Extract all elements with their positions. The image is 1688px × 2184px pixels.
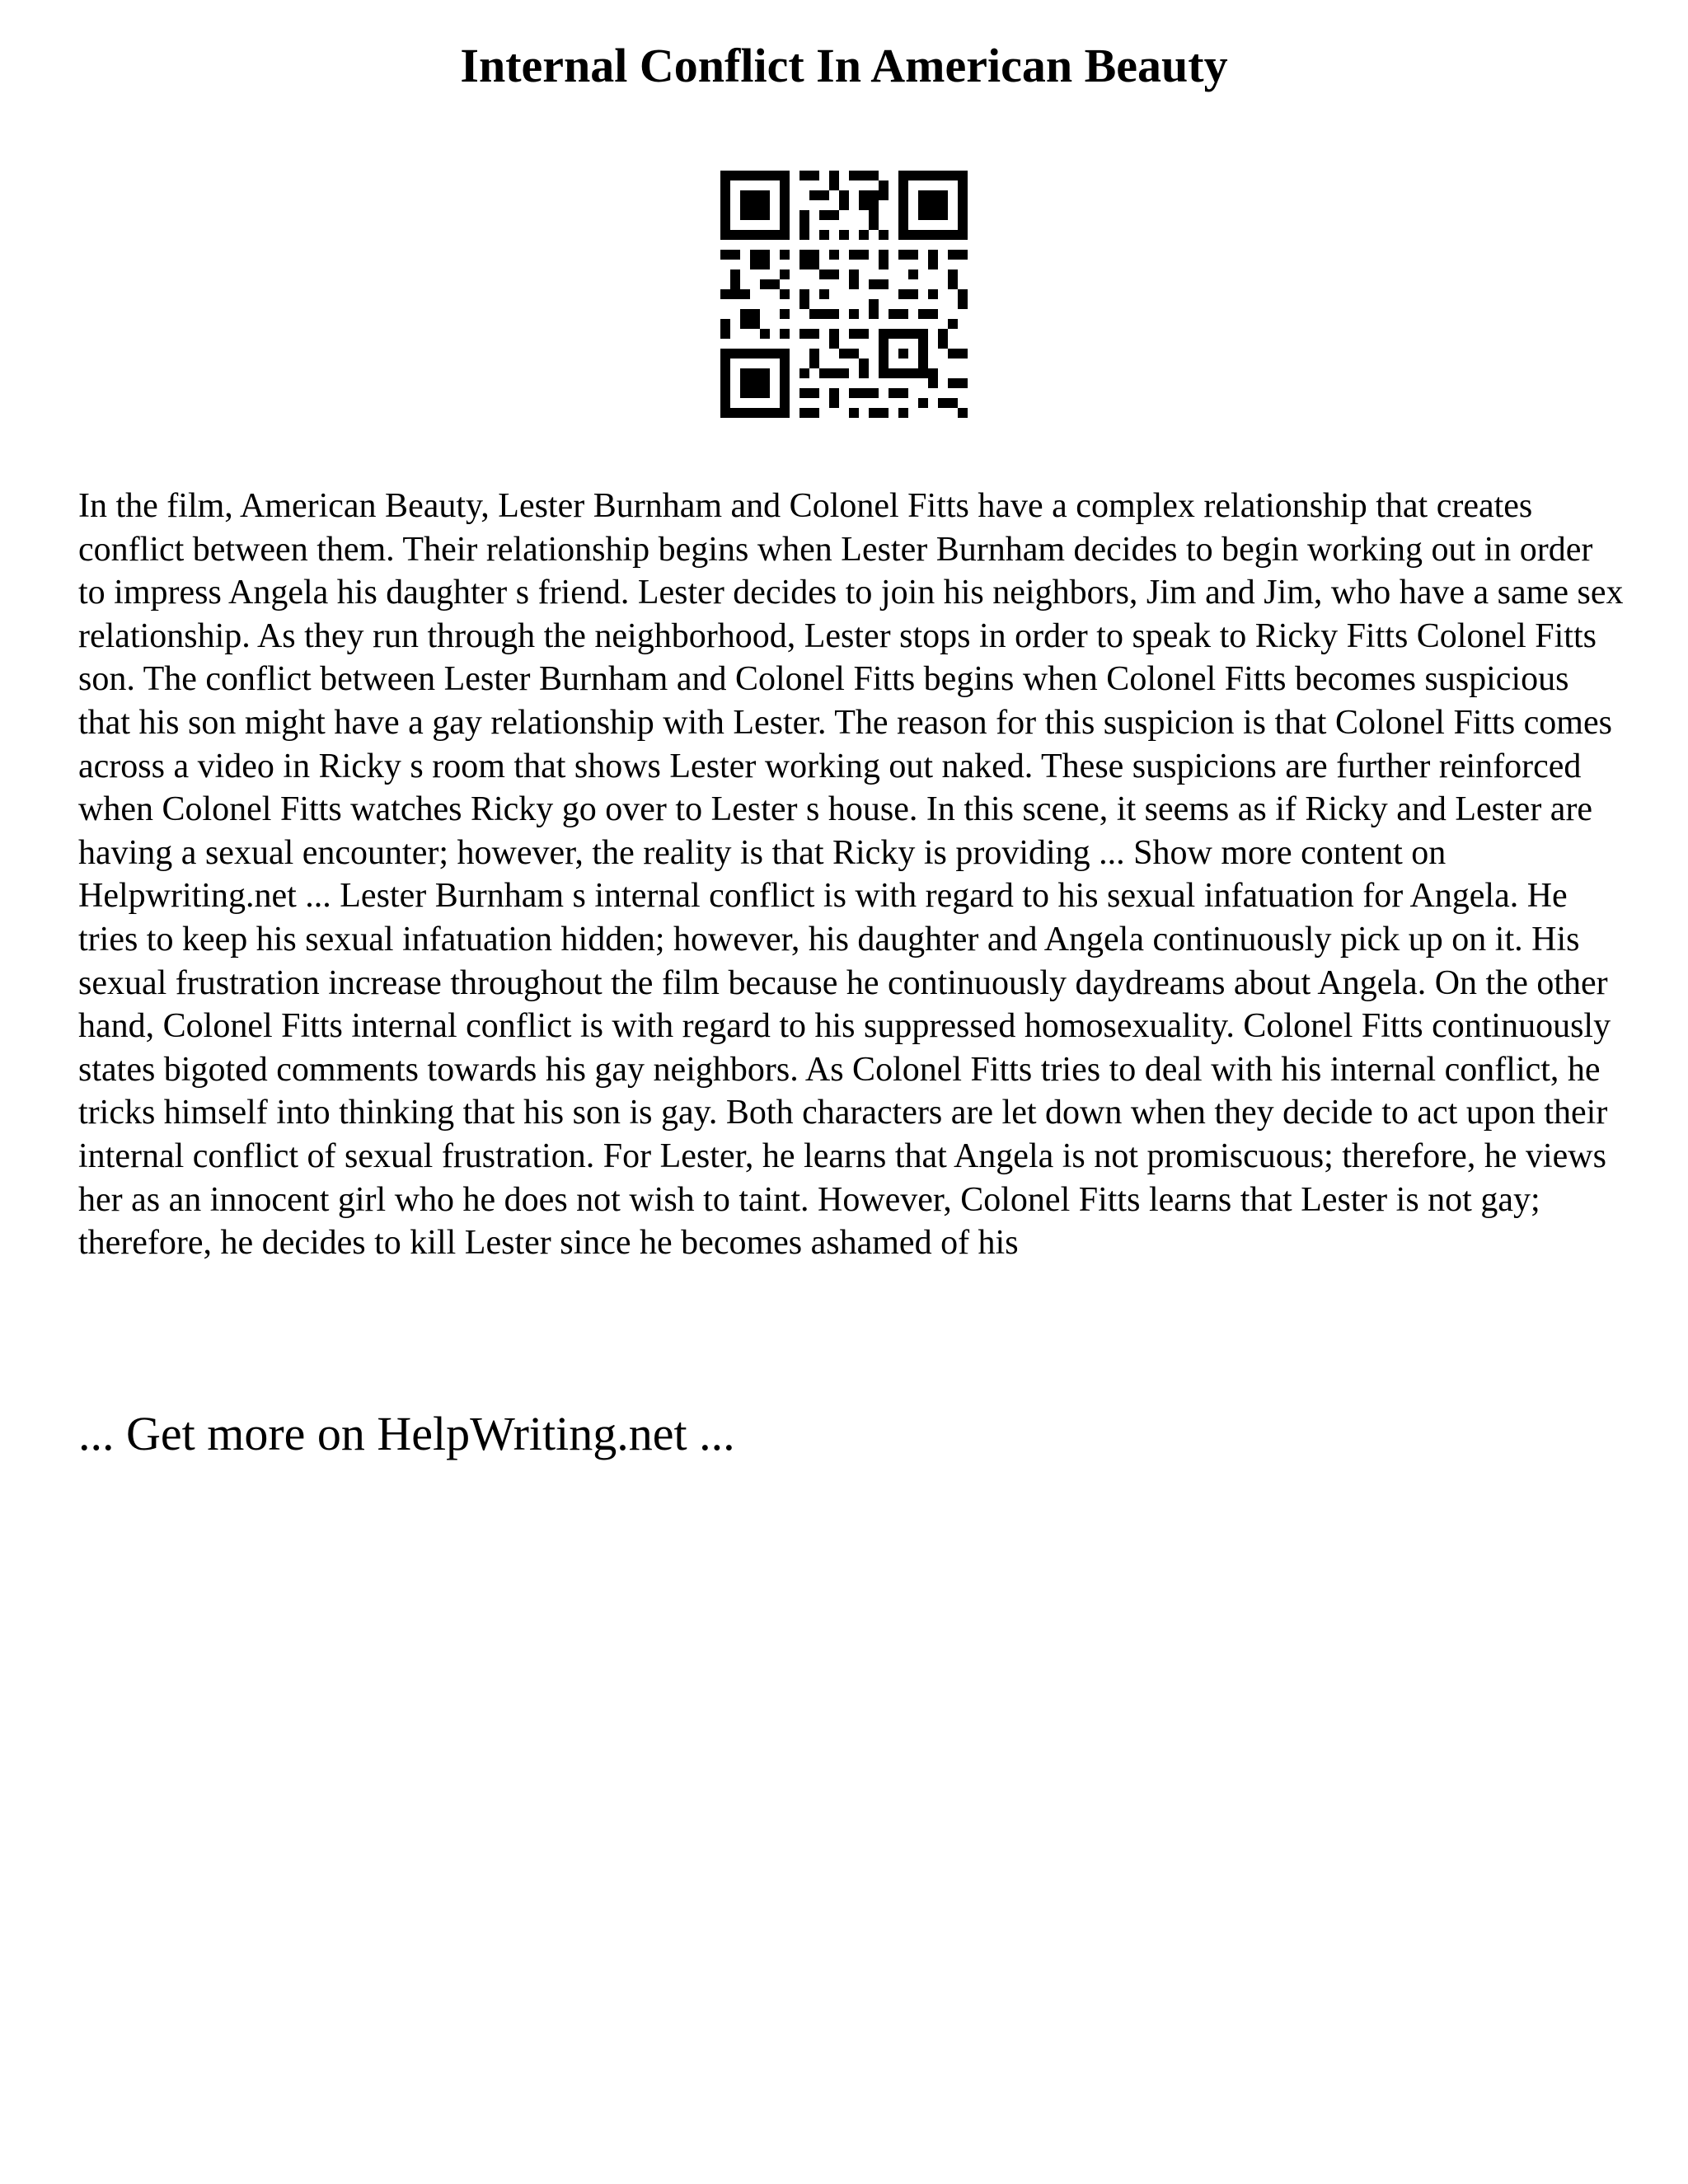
get-more-link[interactable]: ... Get more on HelpWriting.net ... [78,1407,735,1460]
page-title: Internal Conflict In American Beauty [460,39,1228,92]
qr-code-icon [720,171,968,418]
body-paragraph: In the film, American Beauty, Lester Burnham and Colonel Fitts have a complex relationship that creates conflict between them. Their relationship begins when Lester Burnham decides to begin working out in order to impress Angela his daughter s friend. Lester decides to join his neighbors, Jim and Jim, who have a same sex relationship. As they run through the neighborhood, Lester stops in order to speak to Ricky Fitts Colonel Fitts son. The conflict between Lester Burnham and Colonel Fitts begins when Colonel Fitts becomes suspicious that his son might have a gay relationship with Lester. The reason for this suspicion is that Colonel Fitts comes across a video in Ricky s room that shows Lester working out naked. These suspicions are further reinforced when Colonel Fitts watches Ricky go over to Lester s house. In this scene, it seems as if Ricky and Lester are having a sexual encounter; however, the reality is that Ricky is providing ... Show more content on Helpwriting.net ... Lester Burnham s internal conflict is with regard to his sexual infatuation for Angela. He tries to keep his sexual infatuation hidden; however, his daughter and Angela continuously pick up on it. His sexual frustration increase throughout the film because he continuously daydreams about Angela. On the other hand, Colonel Fitts internal conflict is with regard to his suppressed homosexuality. Colonel Fitts continuously states bigoted comments towards his gay neighbors. As Colonel Fitts tries to deal with his internal conflict, he tricks himself into thinking that his son is gay. Both characters are let down when they decide to act upon their internal conflict of sexual frustration. For Lester, he learns that Angela is not promiscuous; therefore, he views her as an innocent girl who he does not wish to taint. However, Colonel Fitts learns that Lester is not gay; therefore, he decides to kill Lester since he becomes ashamed of his [78,487,1624,1263]
